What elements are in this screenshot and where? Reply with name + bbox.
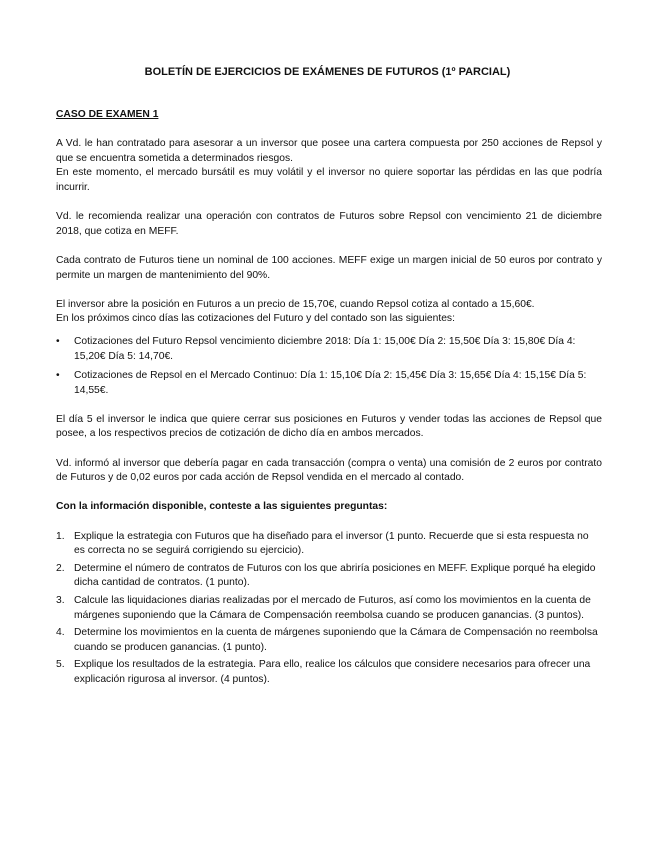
question-number: 5. [56,659,65,671]
question-item [56,562,602,591]
paragraph-recommendation: Vd. le recomienda realizar una operación con contratos de Futuros sobre Repsol con vencimiento 21 de diciembre 2018, que cotiza en MEFF. [56,211,602,237]
paragraph-quotes-intro: En los próximos cinco días las cotizaciones del Futuro y del contado son las siguientes: [56,313,455,325]
question-number: 3. [56,595,65,606]
question-number: 1. [56,530,65,542]
paragraph-commission: Vd. informó al inversor que debería pagar en cada transacción (compra o venta) una comisión de 2 euros por contrato de Futuros y de 0,02 euros por cada acción de Repsol vendida en el mercado al contado. [56,457,602,484]
question-item [56,626,602,655]
list-item [56,369,602,398]
document-body [56,108,602,691]
case-title: CASO DE EXAMEN 1 [56,109,159,120]
question-number: 4. [56,627,65,639]
question-number: 2. [56,562,65,574]
list-item [56,335,602,364]
bullet-icon: • [56,335,60,347]
questions-list [56,530,602,688]
question-text: Determine los movimientos en la cuenta de márgenes suponiendo que la Cámara de Compensación no reembolsa cuando se producen ganancias. (1 punto). [74,627,598,653]
question-text: Explique los resultados de la estrategia. Para ello, realice los cálculos que considere necesarios para ofrecer una explicación rigurosa al inversor. (4 puntos). [74,659,591,685]
quotes-list [56,335,602,398]
questions-title: Con la información disponible, conteste a las siguientes preguntas: [56,501,388,513]
paragraph-open-position: El inversor abre la posición en Futuros a un precio de 15,70€, cuando Repsol cotiza al contado a 15,60€. [56,298,535,310]
list-item-text: Cotizaciones del Futuro Repsol vencimiento diciembre 2018: Día 1: 15,00€ Día 2: 15,50€ Día 3: 15,80€ Día 4: 15,20€ Día 5: 14,70€. [74,335,576,362]
question-text: Determine el número de contratos de Futuros con los que abriría posiciones en MEFF. Explique porqué ha elegido dicha cantidad de contratos. (1 punto). [74,562,596,589]
question-item [56,658,602,687]
question-text: Calcule las liquidaciones diarias realizadas por el mercado de Futuros, así como los movimientos en la cuenta de márgenes suponiendo que la Cámara de Compensación reembolsa cuando se producen ganancias. (3 puntos). [74,595,591,621]
list-item-text: Cotizaciones de Repsol en el Mercado Continuo: Día 1: 15,10€ Día 2: 15,45€ Día 3: 15,65€ Día 4: 15,15€ Día 5: 14,55€. [74,370,587,396]
paragraph-intro: A Vd. le han contratado para asesorar a un inversor que posee una cartera compuesta por 250 acciones de Repsol y que se encuentra sometida a determinados riesgos. [56,138,602,164]
paragraph-contract-terms: Cada contrato de Futuros tiene un nominal de 100 acciones. MEFF exige un margen inicial de 50 euros por contrato y permite un margen de mantenimiento del 90%. [56,254,602,281]
bullet-icon: • [56,370,60,382]
document-title: BOLETÍN DE EJERCICIOS DE EXÁMENES DE FUTUROS (1º PARCIAL) [144,66,511,78]
paragraph-market: En este momento, el mercado bursátil es muy volátil y el inversor no quiere soportar las pérdidas en las que podría incurrir. [56,167,602,193]
question-item [56,530,602,559]
paragraph-close-position: El día 5 el inversor le indica que quiere cerrar sus posiciones en Futuros y vender todas las acciones de Repsol que posee, a los respectivos precios de cotización de dicho día en ambos mercados. [56,413,602,440]
question-item [56,594,602,623]
question-text: Explique la estrategia con Futuros que ha diseñado para el inversor (1 punto. Recuerde que si esta respuesta no es correcta no se seguirá corrigiendo su ejercicio). [74,530,589,557]
